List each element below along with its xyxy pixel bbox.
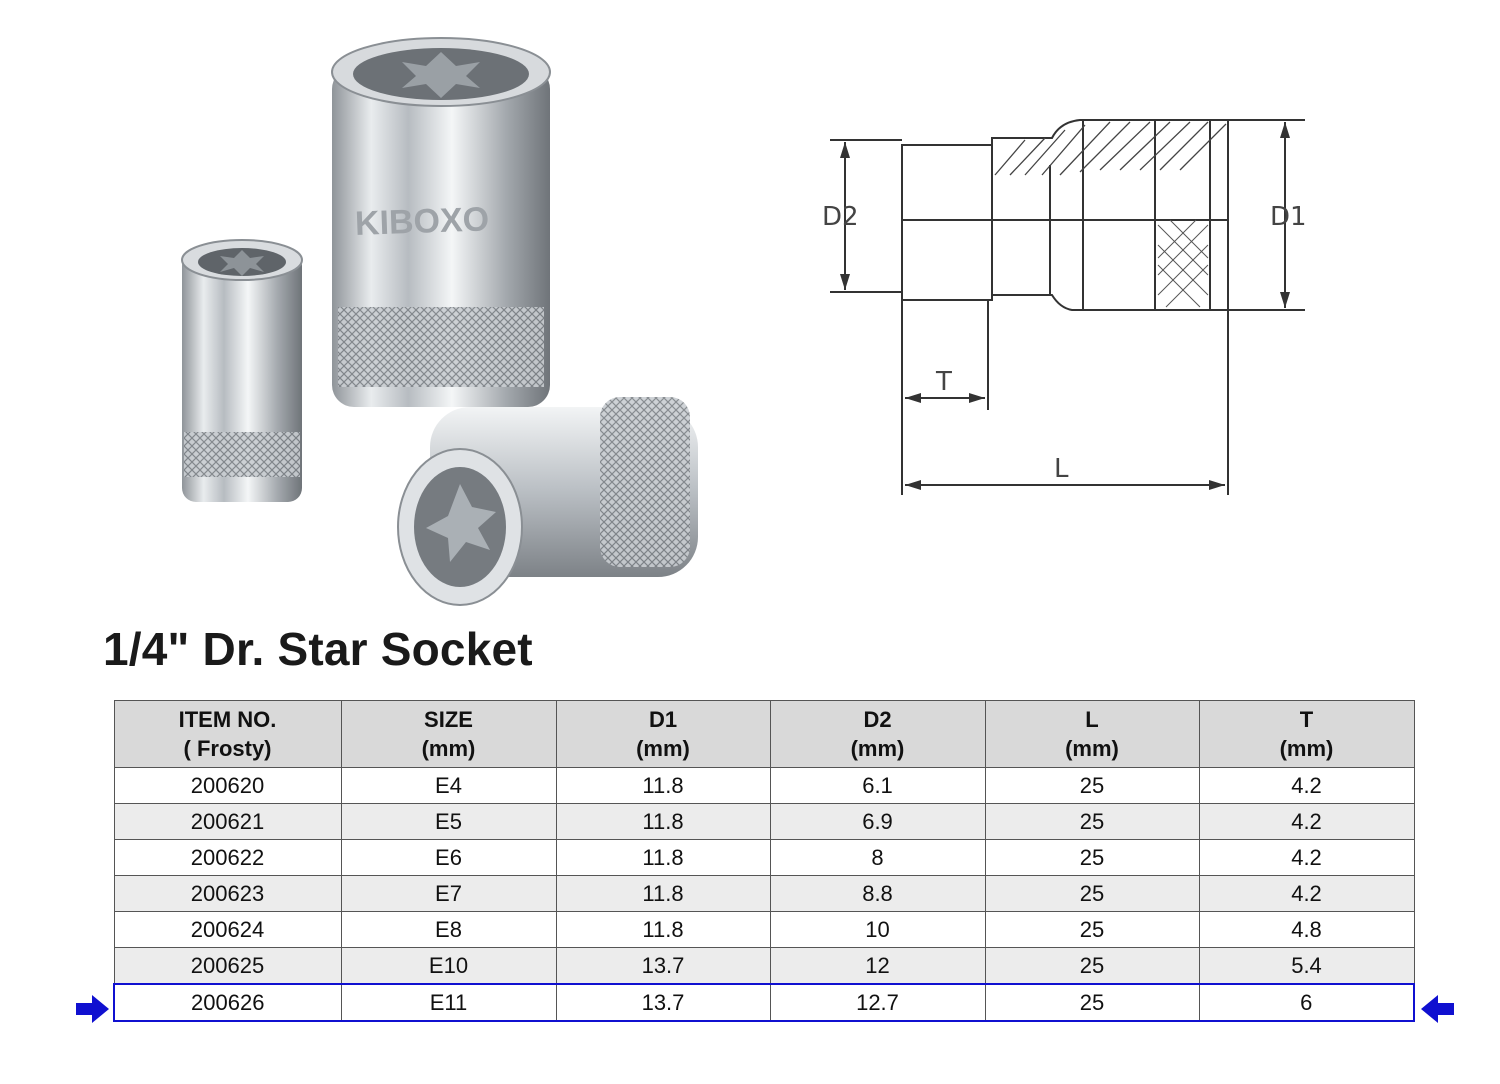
small-socket [182, 240, 302, 502]
technical-drawing [810, 110, 1330, 510]
table-row [114, 912, 1414, 948]
cell-d2: 6.9 [770, 804, 985, 840]
cell-size: E5 [341, 804, 556, 840]
cell-t: 4.2 [1199, 804, 1414, 840]
arrow-left-icon [1420, 994, 1454, 1024]
cell-item-no: 200626 [114, 984, 341, 1021]
cell-item-no: 200620 [114, 768, 341, 804]
cell-l: 25 [985, 876, 1199, 912]
cell-l: 25 [985, 840, 1199, 876]
cell-size: E11 [341, 984, 556, 1021]
cell-d2: 12.7 [770, 984, 985, 1021]
cell-size: E10 [341, 948, 556, 985]
table-row [114, 768, 1414, 804]
spec-table [113, 700, 1415, 1022]
cell-d1: 13.7 [556, 948, 770, 985]
cell-item-no: 200625 [114, 948, 341, 985]
table-row [114, 840, 1414, 876]
lying-socket [398, 397, 698, 605]
cell-d2: 6.1 [770, 768, 985, 804]
cell-l: 25 [985, 804, 1199, 840]
product-title: 1/4" Dr. Star Socket [103, 623, 533, 675]
table-row [114, 876, 1414, 912]
cell-d1: 11.8 [556, 876, 770, 912]
cell-t: 4.8 [1199, 912, 1414, 948]
table-row [114, 948, 1414, 985]
cell-t: 4.2 [1199, 840, 1414, 876]
header-l: L (mm) [985, 701, 1199, 768]
cell-d2: 12 [770, 948, 985, 985]
cell-d1: 11.8 [556, 804, 770, 840]
table-row [114, 804, 1414, 840]
cell-d1: 11.8 [556, 912, 770, 948]
cell-t: 4.2 [1199, 768, 1414, 804]
cell-d1: 11.8 [556, 840, 770, 876]
label-l: L [1054, 454, 1069, 484]
arrow-right-icon [76, 994, 110, 1024]
cell-l: 25 [985, 768, 1199, 804]
cell-t: 6 [1199, 984, 1414, 1021]
header-item-no: ITEM NO. ( Frosty) [114, 701, 341, 768]
cell-size: E7 [341, 876, 556, 912]
cell-d1: 11.8 [556, 768, 770, 804]
cell-d2: 8 [770, 840, 985, 876]
cell-size: E6 [341, 840, 556, 876]
cell-t: 4.2 [1199, 876, 1414, 912]
header-size: SIZE (mm) [341, 701, 556, 768]
header-t: T (mm) [1199, 701, 1414, 768]
cell-size: E4 [341, 768, 556, 804]
cell-d2: 8.8 [770, 876, 985, 912]
cell-item-no: 200622 [114, 840, 341, 876]
cell-d2: 10 [770, 912, 985, 948]
cell-l: 25 [985, 948, 1199, 985]
header-row [114, 701, 1414, 768]
cell-l: 25 [985, 912, 1199, 948]
cell-t: 5.4 [1199, 948, 1414, 985]
brand-engraving: KIBOXO [354, 200, 490, 243]
label-d2: D2 [822, 202, 859, 232]
cell-d1: 13.7 [556, 984, 770, 1021]
cell-item-no: 200624 [114, 912, 341, 948]
label-d1: D1 [1270, 202, 1307, 232]
cell-item-no: 200623 [114, 876, 341, 912]
product-photo [160, 22, 720, 612]
large-socket [332, 38, 550, 407]
header-d1: D1 (mm) [556, 701, 770, 768]
cell-item-no: 200621 [114, 804, 341, 840]
label-t: T [936, 367, 952, 397]
table-row-highlighted [114, 984, 1414, 1021]
cell-size: E8 [341, 912, 556, 948]
cell-l: 25 [985, 984, 1199, 1021]
header-d2: D2 (mm) [770, 701, 985, 768]
